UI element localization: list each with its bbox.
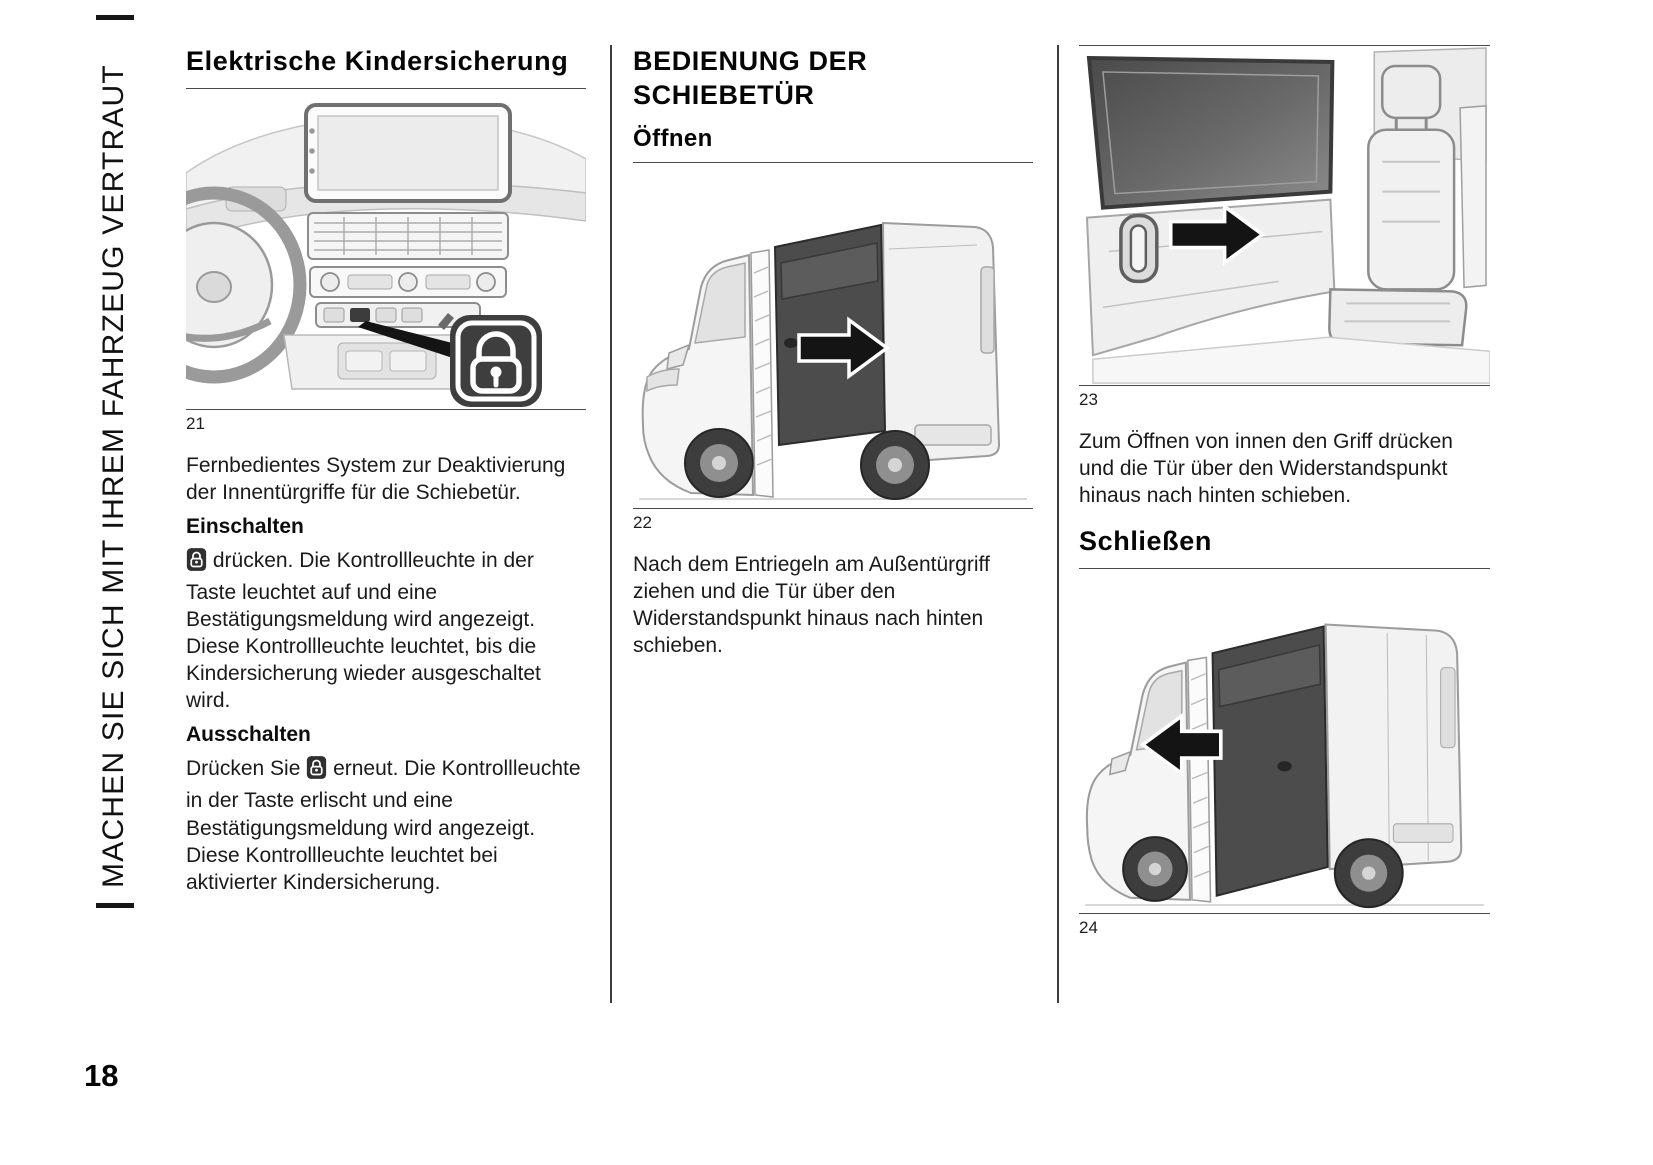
enable-text: drücken. Die Kontrollleuchte in der Taste leuchtet auf und eine Bestätigungsmeldung wird angezeigt. Diese Kontrollleuchte leuchtet, bis die Kindersicherung wieder ausgeschaltet wird. — [186, 548, 541, 713]
van-exterior-open-illustration — [633, 163, 1033, 508]
van-interior-open-illustration — [1079, 46, 1490, 385]
seat-cushion — [1329, 289, 1466, 345]
child-lock-inline-icon — [186, 547, 207, 579]
license-plate — [1393, 824, 1453, 842]
section-heading-sliding-door: BEDIENUNG DER SCHIEBETÜR — [633, 46, 868, 110]
figure-interior — [1079, 45, 1490, 386]
column-child-lock — [186, 45, 586, 896]
child-lock-button — [350, 308, 370, 322]
open-heading: Öffnen — [633, 124, 713, 152]
figure-number: 23 — [1079, 390, 1098, 410]
column-sliding-door — [633, 45, 1033, 659]
child-lock-icon — [450, 315, 542, 407]
disable-text-before: Drücken Sie — [186, 757, 301, 781]
column-sliding-door-inside — [1079, 45, 1490, 938]
rear-wheel — [1335, 839, 1403, 907]
seat-back — [1368, 130, 1454, 290]
enable-paragraph — [186, 547, 586, 714]
page-number: 18 — [84, 1058, 119, 1093]
figure-dashboard — [186, 88, 586, 410]
disable-text-after: erneut. Die Kontrollleuchte in der Taste erlischt und eine Bestätigungsmeldung wird angezeigt. Diese Kontrollleuchte leuchtet bei aktivierter Kindersicherung. — [186, 757, 581, 894]
taillight — [1441, 668, 1455, 748]
sidebar-vertical-title: MACHEN SIE SICH MIT IHREM FAHRZEUG VERTRAUT — [97, 64, 130, 888]
front-wheel — [1123, 837, 1187, 901]
figure-van-close — [1079, 568, 1490, 914]
figure-number: 24 — [1079, 918, 1098, 938]
figure-van-open — [633, 162, 1033, 509]
child-lock-intro: Fernbedientes System zur Deaktivierung der Innentürgriffe für die Schiebetür. — [186, 453, 566, 504]
door-handle — [1277, 761, 1291, 771]
taillight — [981, 267, 994, 353]
open-inside-text: Zum Öffnen von innen den Griff drücken und die Tür über den Widerstandspunkt hinaus nach hinten schieben. — [1079, 430, 1453, 508]
section-heading-child-lock: Elektrische Kindersicherung — [186, 46, 569, 76]
van-exterior-close-illustration — [1079, 569, 1490, 913]
door-handle — [784, 338, 798, 348]
open-outside-text: Nach dem Entriegeln am Außentürgriff ziehen und die Tür über den Widerstandspunkt hinaus nach hinten schieben. — [633, 552, 990, 657]
disable-paragraph — [186, 755, 586, 895]
column-divider — [610, 45, 612, 1003]
sidebar-bottom-mark — [96, 903, 134, 908]
headrest — [1382, 66, 1440, 118]
close-heading: Schließen — [1079, 526, 1212, 557]
rear-wheel — [861, 431, 929, 499]
front-wheel — [685, 429, 753, 497]
dashboard-illustration — [186, 89, 586, 409]
figure-number: 21 — [186, 413, 205, 433]
column-divider — [1057, 45, 1059, 1003]
inner-door-handle — [1121, 216, 1157, 282]
enable-heading: Einschalten — [186, 514, 304, 538]
sidebar-top-mark — [96, 15, 134, 20]
figure-number: 22 — [633, 512, 652, 532]
sliding-door-panel — [1213, 627, 1328, 896]
child-lock-inline-icon — [306, 755, 327, 787]
disable-heading: Ausschalten — [186, 723, 311, 747]
side-window — [1089, 58, 1332, 208]
